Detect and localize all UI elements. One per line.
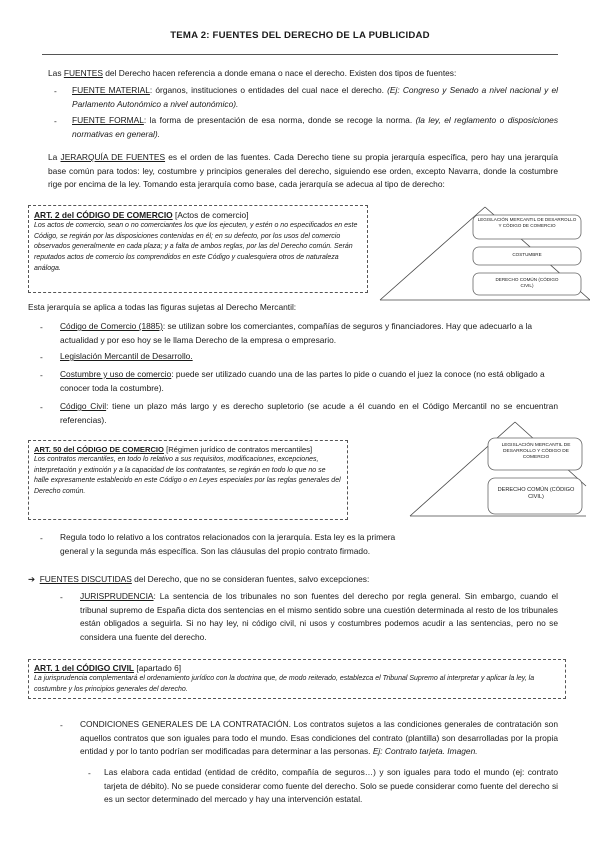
arrow-icon: ➔ [28,574,36,584]
art1cc-quote-box [28,659,566,699]
condiciones-item [80,718,558,759]
bullet-dash: - [54,116,57,126]
pyramid2-level-1: LEGISLACIÓN MERCANTIL DE DESARROLLO Y CÓDIGO DE COMERCIO [501,443,571,461]
pyramid2-level-2: DERECHO COMÚN (CÓDIGO CIVIL) [497,487,575,501]
condiciones-subitem: Las elabora cada entidad (entidad de crédito, compañía de seguros…) y son iguales para todo el mundo (ej: contrato tarjeta de débito). No se puede considerar como fuente del derecho. Solo se puede considerar como fuente del derecho si es un sector determinado del mercado y hay una intervención estatal. [104,767,558,804]
legislacion-item [60,350,558,364]
art50-body: Los contratos mercantiles, en todo lo relativo a sus requisitos, modificaciones, excepciones, interpretación y extinción y a la capacidad de los contratantes, se regirán en todo lo que no se halle expresamente establecido en este Código o en Leyes especiales por las reglas generales del Derecho común. [34,456,341,496]
intro-pre: Las [48,68,64,78]
codigo-civil-term: Código Civil [60,401,107,411]
jurisprudencia-text: : La sentencia de los tribunales no son fuentes del derecho por regla general. Sin embargo, cuando el tribunal supremo de España dicta dos sentencias en el mismo sentido sobre una cuestión determinada al resto de los tribunales están obligados a seguirla. Si no hay ley, ni código civil, ni usos y costumbres podemos acudir a las sentencias, pero no se considera una fuente del derecho. [80,591,558,642]
bullet-dash: - [60,720,63,730]
art1cc-title: ART. 1 del CÓDIGO CIVIL [34,663,135,673]
art2-subtitle: [Actos de comercio] [172,210,249,220]
codigo-civil-text: : tiene un plazo más largo y es derecho supletorio (se acude a él cuando en el Código Mercantil no se encuentran referencias). [60,401,558,425]
discutidas-term: FUENTES DISCUTIDAS [39,574,132,584]
art50-quote-box [28,440,348,520]
fuente-formal-example: (la ley, el reglamento o disposiciones normativas en general). [72,115,559,139]
jerarquia-term: JERARQUÍA DE FUENTES [60,152,166,162]
bullet-dash: - [54,86,57,96]
pyramid-left-edge [380,207,485,300]
art2-heading [34,209,362,221]
bullet-dash: - [40,402,43,412]
fuente-formal-term: FUENTE FORMAL [72,115,144,125]
fuente-material-item [72,84,558,111]
art50-heading [34,444,342,455]
art1cc-body: La jurisprudencia complementará el ordenamiento jurídico con la doctrina que, de modo reiterado, establezca el Tribunal Supremo al interpretar y aplicar la ley, la costumbre y los principios generales del derecho. [34,675,535,693]
hierarchy-pyramid-2 [400,420,590,520]
jurisprudencia-term: JURISPRUDENCIA [80,591,154,601]
condiciones-term: CONDICIONES GENERALES DE LA CONTRATACIÓN [80,719,289,729]
bullet-dash: - [88,768,91,778]
jurisprudencia-item [80,590,558,644]
fuente-material-term: FUENTE MATERIAL [72,85,150,95]
art2-title: ART. 2 del CÓDIGO DE COMERCIO [34,210,173,220]
art2-body: Los actos de comercio, sean o no comerciantes los que los ejecuten, y estén o no especificados en este Código, se regirán por las disposiciones contenidas en él; en su defecto, por los usos del comercio observados generalmente en cada plaza; y a falta de ambos reglas, por las del Derecho común. Serán reputados actos de comercio los comprendidos en este Código y cualesquiera otros de naturaleza análoga. [34,222,358,272]
jerarquia-pre: La [48,152,61,162]
bullet-dash: - [40,370,43,380]
bullet-dash: - [40,322,43,332]
fuente-material-example: (Ej: Congreso y Senado a nivel nacional y el Parlamento Autonómico a nivel autonómico). [72,85,558,109]
pyramid1-level-1: LEGISLACIÓN MERCANTIL DE DESARROLLO Y CÓDIGO DE COMERCIO [477,217,577,228]
costumbre-text: : puede ser utilizado cuando una de las partes lo pide o cuando el juez la conoce (no está obligado a conocer toda la costumbre). [60,369,545,393]
pyramid1-level-3: DERECHO COMÚN (CÓDIGO CIVIL) [495,277,559,288]
art1cc-subtitle: [apartado 6] [134,663,182,673]
bullet-dash: - [40,352,43,362]
mercantil-intro: Esta jerarquía se aplica a todas las figuras sujetas al Derecho Mercantil: [28,302,297,312]
fuentes-term: FUENTES [63,68,103,78]
bullet-dash: - [40,533,43,543]
jerarquia-paragraph [48,151,558,192]
fuente-formal-item [72,114,558,141]
pyramid1-level-2: COSTUMBRE [512,252,542,257]
legislacion-term: Legislación Mercantil de Desarrollo. [60,351,193,361]
codigo-comercio-item [60,320,558,347]
discutidas-heading [28,573,558,587]
costumbre-item [60,368,558,395]
fuente-material-text: : órganos, instituciones o entidades del cual nace el derecho. [149,85,388,95]
costumbre-term: Costumbre y uso de comercio [60,369,172,379]
condiciones-example: Ej: Contrato tarjeta. Imagen. [372,746,478,756]
condiciones-text: . Los contratos sujetos a las condiciones generales de contratación son aquellos contratos que son iguales para todo el mundo. Esas condiciones del contrato (plantilla) son desarrolladas por la propia entidad y por lo tanto podrían ser modificadas para determinar a las personas. [80,719,558,756]
contratos-note: Regula todo lo relativo a los contratos relacionados con la jerarquía. Esta ley es la primera general y la segunda más específica. Son las cláusulas del propio contrato firmado. [60,532,396,556]
intro-paragraph [48,67,558,81]
page-title: TEMA 2: FUENTES DEL DERECHO DE LA PUBLICIDAD [170,30,430,41]
title-divider [42,54,558,55]
intro-post: del Derecho hacen referencia a donde emana o nace el derecho. Existen dos tipos de fuentes: [102,68,457,78]
codigo-comercio-text: : se utilizan sobre los comerciantes, compañías de seguros y financiadores. Hay que adecuarlo a la actualidad y por eso hoy se le llama Derecho de la empresa o empresario. [60,321,533,345]
art50-title: ART. 50 del CÓDIGO DE COMERCIO [34,445,164,454]
fuente-formal-text: : la forma de presentación de esa norma, donde se recoge la norma. [143,115,416,125]
art2-quote-box [28,205,368,293]
codigo-comercio-term: Código de Comercio (1885) [60,321,163,331]
art1cc-heading [34,662,560,674]
bullet-dash: - [60,592,63,602]
jerarquia-post: es el orden de las fuentes. Cada Derecho tiene su propia jerarquía específica, pero hay una jerarquía base común para todos: ley, costumbre y principios generales del derecho, siguiendo ese orden, excepto Navarra, donde la costumbre rige por encima de la ley. Tomando esta jerarquía como base, cada jerarquía se adecua al tipo de derecho: [48,152,558,189]
art50-subtitle: [Régimen jurídico de contratos mercantiles] [163,445,313,454]
discutidas-post: del Derecho, que no se consideran fuentes, salvo excepciones: [131,574,370,584]
